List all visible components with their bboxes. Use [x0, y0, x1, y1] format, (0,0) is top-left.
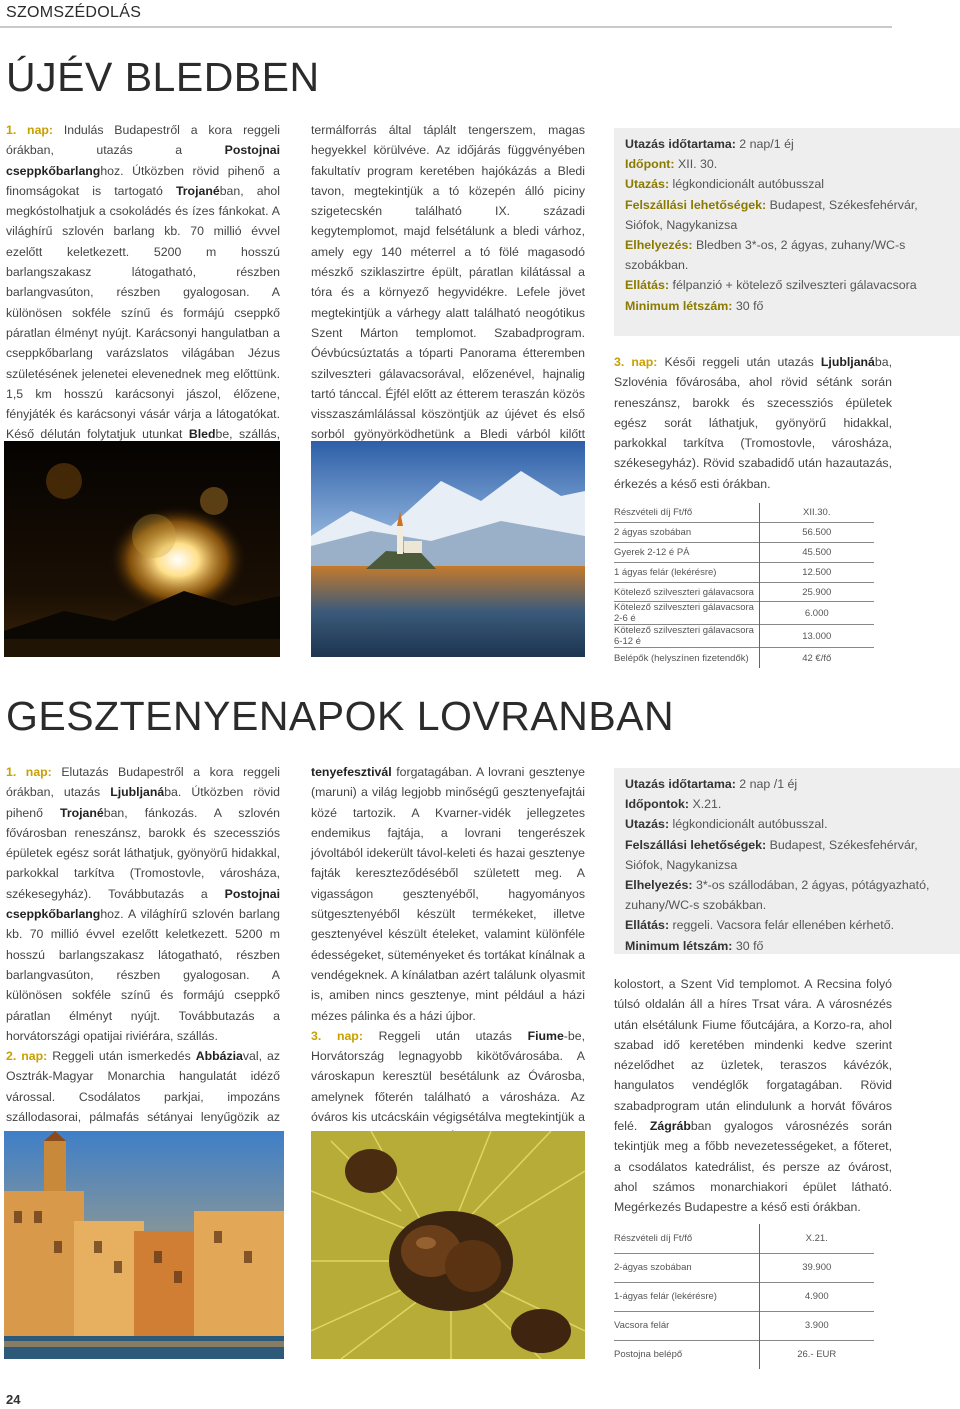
- trip1-title: ÚJÉV BLEDBEN: [6, 54, 320, 100]
- page-number: 24: [6, 1392, 21, 1407]
- trip1-column-3: 3. nap: Késői reggeli után utazás Ljubljanába, Szlovénia fővárosába, ahol rövid sétánk során reneszánsz, barokk és szecessziós épületek egész sorát láthatjuk, gyönyörű hidakkal, parkokkal tarkítva (Tromostovle, városháza, székesegyház). Rövid szabadidő után hazautazás, érkezés a késő esti órákban.: [614, 355, 892, 491]
- lovran-village-photo: [4, 1131, 284, 1359]
- header-divider: [0, 26, 892, 28]
- trip1-info-box: Utazás időtartama: 2 nap/1 éj Időpont: XII. 30. Utazás: légkondicionált autóbusszal Felszállási lehetőségek: Budapest, Székesfehérvár, Siófok, Nagykanizsa Elhelyezés: Bledben 3*-os, 2 ágyas, zuhany/WC-s szobákban. Ellátás: félpanzió + kötelező szilveszteri gálavacsora Minimum létszám: 30 fő: [614, 128, 960, 336]
- trip1-day3-label: 3. nap:: [614, 355, 658, 369]
- table-row: Kötelező szilveszteri gálavacsora 2-6 é 6.000: [614, 602, 874, 625]
- trip1-day1-label: 1. nap:: [6, 123, 54, 137]
- trip2-price-table: [614, 1224, 874, 1369]
- trip1-column-2-text: termálforrás által táplált tengerszem, magas hegyekkel körülvéve. Az időjárás függvényében fakultatív program keretében hajókázás a Bledi tavon, megtekintjük a tó közepén álló piciny szigetecskén található IX. századi kegytemplomot, majd felsétálunk a bledi várhoz, amely egy 140 méterrel a tó fölé magasodó mészkő sziklaszirtre épült, páratlan kilátással a tóra és a környező hegyvidékre. Lefele jövet megtekintjük a várhegy alatt található neogótikus Szent Márton templomot. Szabadprogram. Óévbúcsúztatás a tóparti Panorama étteremben szilveszteri gálavacsorával, előzenével, hajnalig tartó tánccal. Éjfél előtt az étterem teraszán közös visszaszámlálással köszöntjük az újévet és első sorból gyönyörködhetünk a Bledi várból kilőtt: [311, 123, 585, 442]
- table-row: 2-ágyas szobában 39.900: [614, 1253, 874, 1282]
- table-row: 2 ágyas szobában 56.500: [614, 523, 874, 543]
- trip1-price-table: [614, 503, 874, 668]
- trip2-column-3: kolostort, a Szent Vid templomot. A Recsina folyó túlsó oldalán áll a híres Trsat vára. A városnézés után elsétálunk Fiume főutcájára, a Korzo-ra, ahol szabad idő keretében mindenki kedve szerint nézelődhet az üzletek, teraszos kávézók, hangulatos vendéglők forgatagában. Rövid szabadprogram után elindulunk a horvát főváros felé. Zágrábban gyalogos városnézés során tekintjük meg a főbb nevezetességeket, a főteret, a csodálatos katedrálist, és persze az óvárost, ahol számos monarchiakori épület látható. Megérkezés Budapestre a késő esti órákban.: [614, 977, 892, 1215]
- table-row: Részvételi díj Ft/fő X.21.: [614, 1224, 874, 1253]
- table-row: Kötelező szilveszteri gálavacsora 6-12 é 13.000: [614, 625, 874, 648]
- fireworks-photo: [4, 441, 280, 657]
- table-row: Részvételi díj Ft/fő XII.30.: [614, 503, 874, 523]
- section-label: SZOMSZÉDOLÁS: [6, 4, 142, 21]
- table-row: Gyerek 2-12 é PÁ 45.500: [614, 543, 874, 563]
- trip1-column-2: [311, 120, 585, 465]
- trip2-column-2: tenyefesztivál forgatagában. A lovrani gesztenye (maruni) a világ legjobb minőségű gesztenyefajtái közé tartozik. A Kvarner-vidék jellegzetes endemikus fajtája, a lovrani tengerészek jóvoltából idekerült távol-keleti és hazai gesztenye fajták kereszteződéséből született meg. A vigasságon gesztenyéből, hagyományos sütgesztenyéből készült termékeket, illetve gesztenyével készült ételeket, valamint különféle édességeket, süteményeket és tortákat kínálnak a vendégeknek. A kínálatban azért találunk olyasmit is, amiben nincs gesztenye, mint például a házi mézes pálinka és a házi újbor. 3. nap: Reggeli után utazás Fiume-be, Horvátország legnagyobb kikötővárosába. A városkapun keresztül besétálunk az Óvárosba, amelynek főterén található a városháza. Az óváros kis utcácskáin végigsétálva megtekintjük a: [311, 765, 585, 1125]
- trip2-column-1: 1. nap: Elutazás Budapestről a kora reggeli órákban, utazás Ljubljanába. Útközben rövid pihenő Trojanéban, fánkozás. A szlovén fővárosban reneszánsz, barokk és szecessziós épületek egész sorát láthatjuk, gyönyörű hidakkal, parkokkal tarkítva (Tromostovle, városháza, székesegyház). Továbbutazás a Postojnai cseppkőbarlanghoz. A világhírű szlovén barlang kb. 70 millió évvel ezelőtt keletkezett. 5200 m hosszú barlangszakasz látogatható, részben barlangvasúton, részben gyalogosan. A különösen sokféle színű és formájú cseppkő páratlan élményt nyújt. Továbbutazás a horvátországi opatijai riviérára, szállás. 2. nap: Reggeli után ismerkedés Abbáziaval, az Osztrák-Magyar Monarchia hangulatát idéző várossal. Csodálatos parkjai, impozáns szállodasorai, pálmafás sétányai lenyűgözik az: [6, 765, 280, 1125]
- table-row: Kötelező szilveszteri gálavacsora 25.900: [614, 582, 874, 602]
- table-row: Belépők (helyszínen fizetendők) 42 €/fő: [614, 648, 874, 668]
- trip2-day1-label: 1. nap:: [6, 765, 52, 779]
- trip2-title: GESZTENYENAPOK LOVRANBAN: [6, 693, 675, 739]
- table-row: Vacsora felár 3.900: [614, 1311, 874, 1340]
- table-row: 1-ágyas felár (lekérésre) 4.900: [614, 1282, 874, 1311]
- lake-bled-photo: [311, 441, 585, 657]
- trip2-info-box: Utazás időtartama: 2 nap /1 éj Időpontok: X.21. Utazás: légkondicionált autóbusszal. Felszállási lehetőségek: Budapest, Székesfehérvár, Siófok, Nagykanizsa Elhelyezés: 3*-os szállodában, 2 ágyas, pótágyazható, zuhany/WC-s szobákban. Ellátás: reggeli. Vacsora felár ellenében kérhető. Minimum létszám: 30 fő: [614, 768, 960, 954]
- table-row: 1 ágyas felár (lekérésre) 12.500: [614, 562, 874, 582]
- trip2-day3-label: 3. nap:: [311, 1028, 363, 1043]
- chestnut-photo: [311, 1131, 585, 1359]
- trip2-day2-label: 2. nap:: [6, 1049, 48, 1064]
- table-row: Postojna belépő 26.- EUR: [614, 1340, 874, 1369]
- trip1-column-1: 1. nap: Indulás Budapestről a kora reggeli órákban, utazás a Postojnai cseppkőbarlanghoz. Útközben rövid pihenő a finomságokat is tartogató Trojanéban, ahol megkóstolhatjuk a csokoládés és ízes fánkokat. A világhírű szlovén barlang kb. 70 millió évvel ezelőtt keletkezett. 5200 m hosszú barlangszakasz látogatható, részben barlangvasúton, részben gyalogosan. A különösen sokféle színű és formájú cseppkő páratlan élményt nyújt. Karácsonyi hangulatban a cseppkőbarlang varázslatos világában Jézus születésének jelenetei elevenednek meg előttünk. 1,5 km hosszú karácsonyi jászol, élőzene, fényjáték és karácsonyi vásár várja a látogatókat. Késő délután folytatjuk utunkat Bledbe, szállás,: [6, 120, 280, 506]
